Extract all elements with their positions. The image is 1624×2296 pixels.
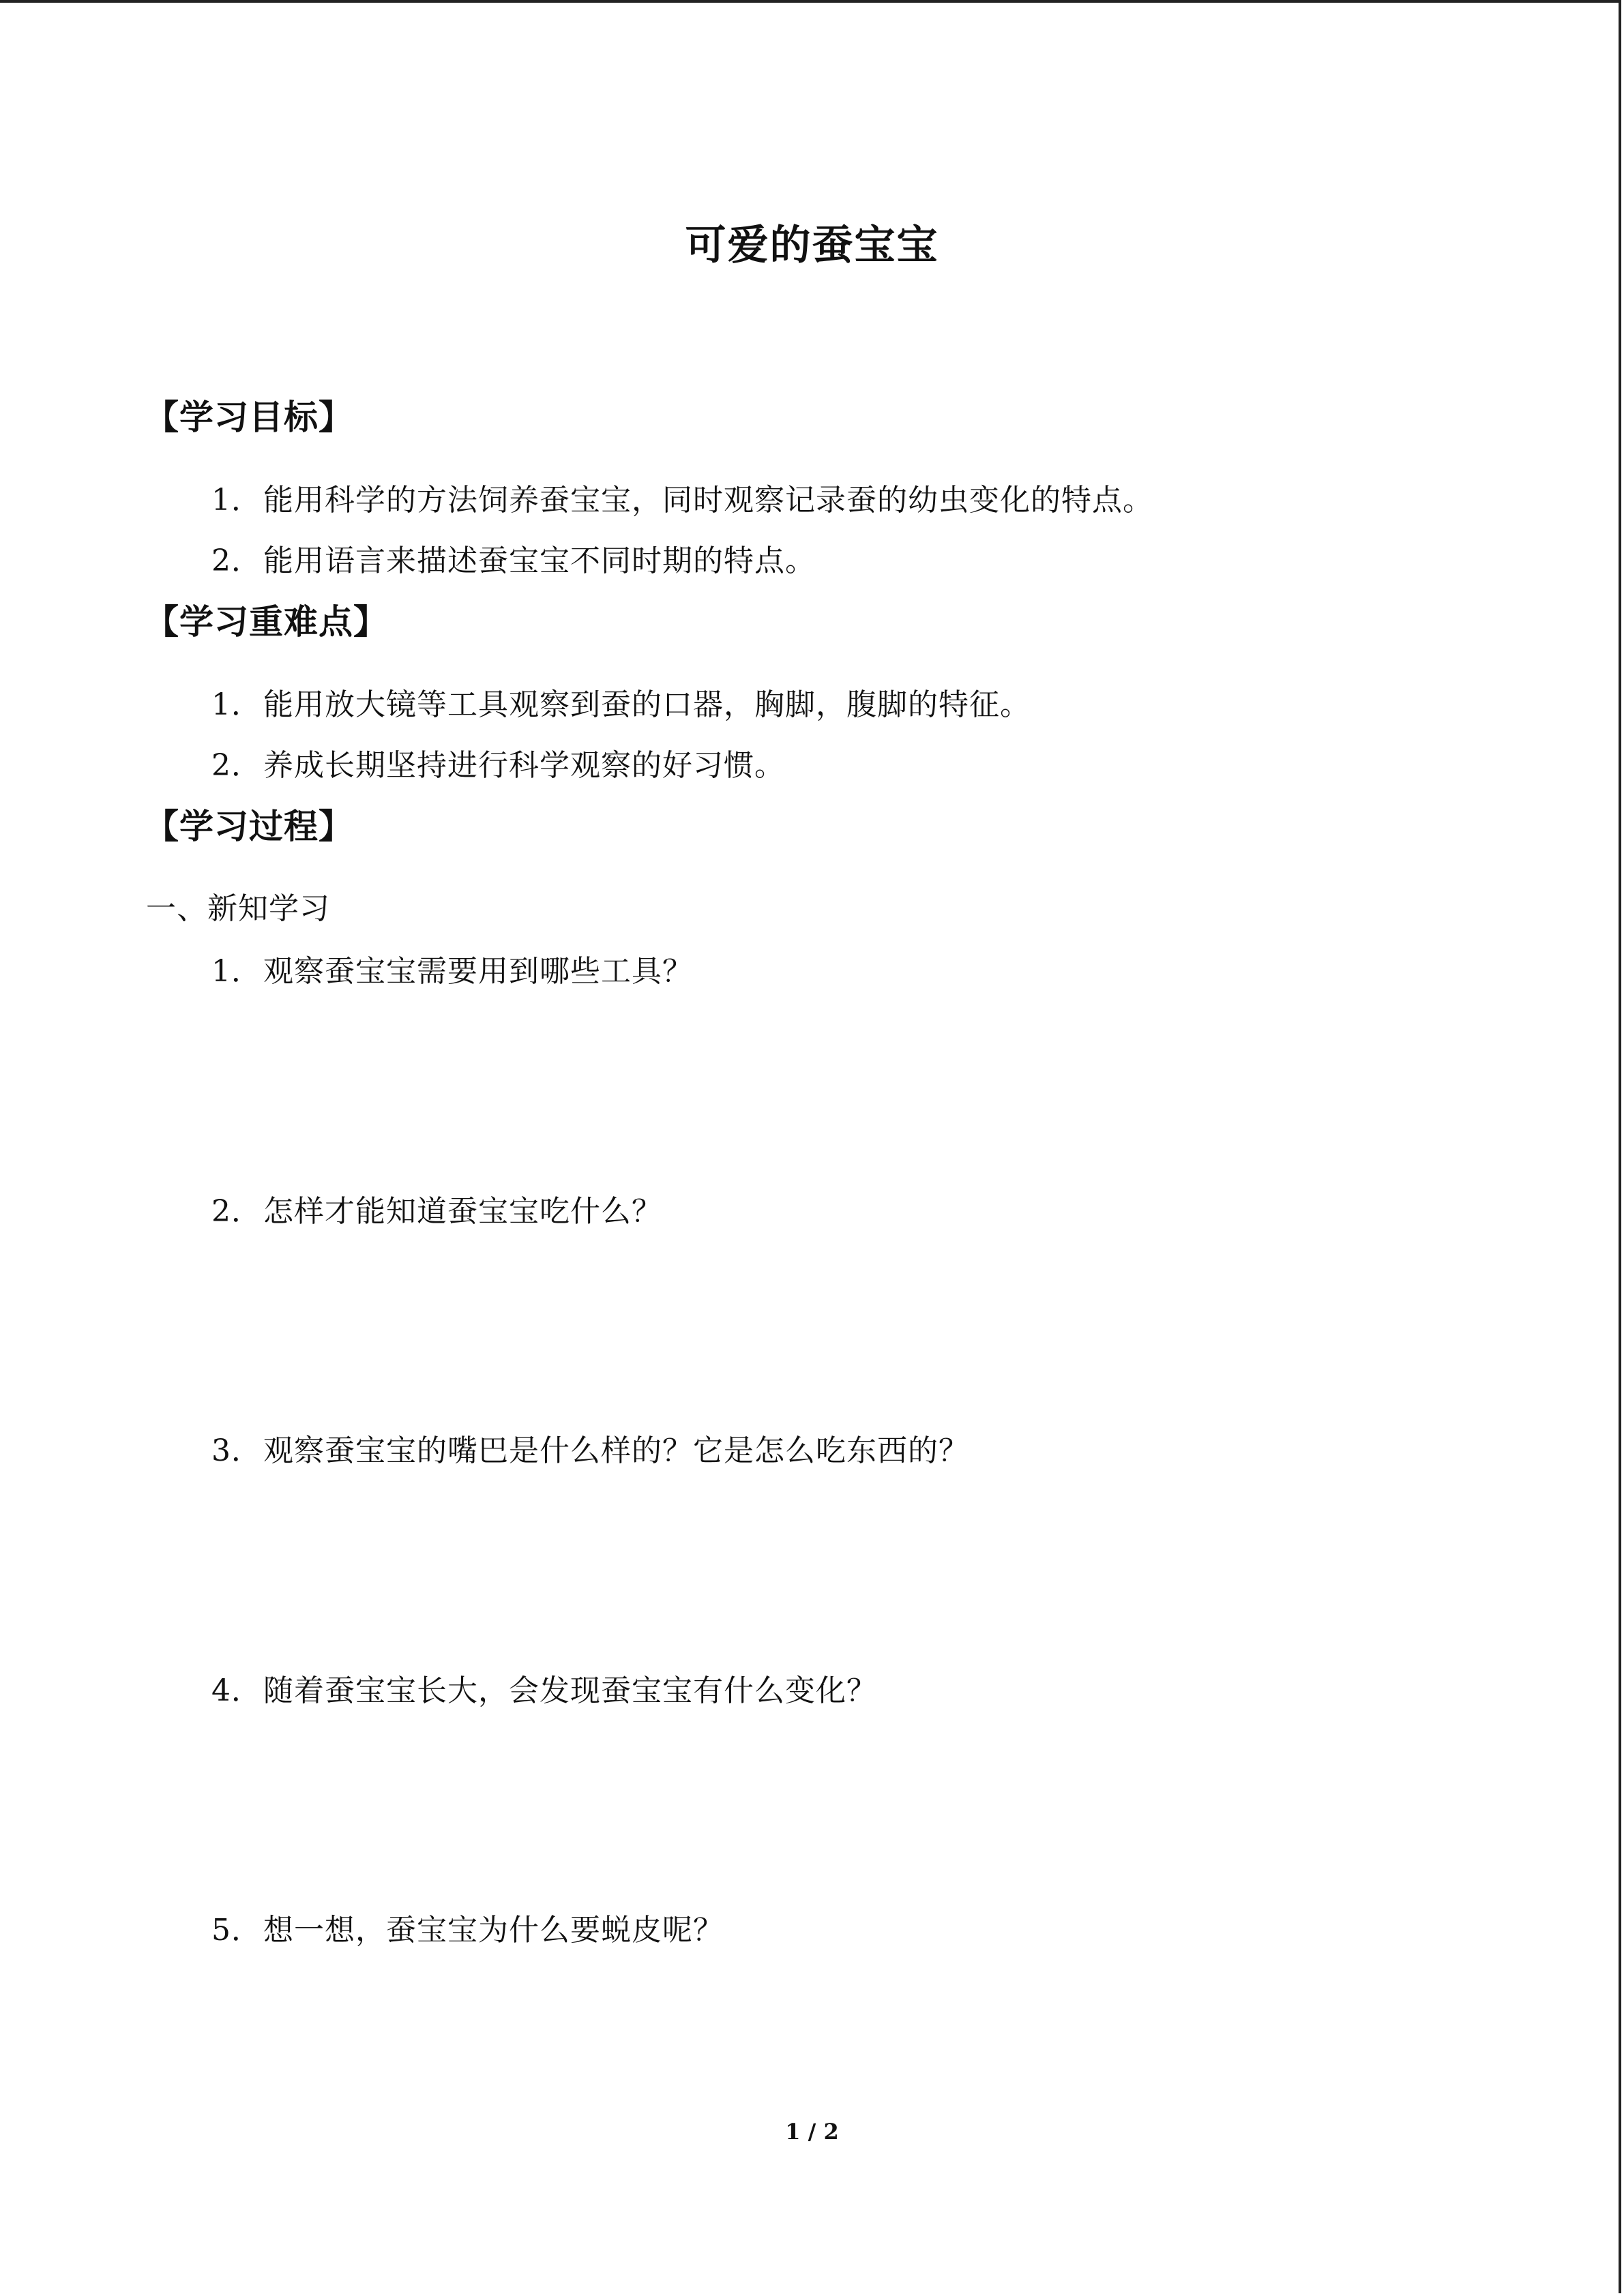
objective-item-2-text: 能用语言来描述蚕宝宝不同时期的特点。 xyxy=(263,543,816,578)
question-4-text: 随着蚕宝宝长大，会发现蚕宝宝有什么变化？ xyxy=(263,1673,877,1708)
key-point-item-2-text: 养成长期坚持进行科学观察的好习惯。 xyxy=(263,748,785,783)
objective-item-1-text: 能用科学的方法饲养蚕宝宝，同时观察记录蚕的幼虫变化的特点。 xyxy=(263,483,1153,518)
question-3 xyxy=(211,1426,969,1470)
objective-item-1 xyxy=(211,475,1153,519)
key-point-item-2-number: 2． xyxy=(211,748,262,783)
key-point-item-1 xyxy=(211,680,1031,724)
question-5-text: 想一想，蚕宝宝为什么要蜕皮呢？ xyxy=(263,1913,724,1948)
question-4-number: 4． xyxy=(211,1673,262,1708)
question-3-text: 观察蚕宝宝的嘴巴是什么样的？它是怎么吃东西的？ xyxy=(263,1433,969,1468)
objectives-heading: 【学习目标】 xyxy=(145,398,353,437)
objective-item-2-number: 2． xyxy=(211,543,262,578)
key-point-item-2 xyxy=(211,741,785,784)
page-number: 1 / 2 xyxy=(785,2119,839,2145)
process-heading: 【学习过程】 xyxy=(145,807,353,846)
objective-item-2 xyxy=(211,536,816,580)
question-2 xyxy=(211,1187,662,1230)
key-point-item-1-number: 1． xyxy=(211,687,262,722)
question-3-number: 3． xyxy=(211,1433,262,1468)
question-1-text: 观察蚕宝宝需要用到哪些工具？ xyxy=(263,954,693,989)
question-5-number: 5． xyxy=(211,1913,262,1948)
question-4 xyxy=(211,1666,877,1710)
key-point-item-1-text: 能用放大镜等工具观察到蚕的口器，胸脚，腹脚的特征。 xyxy=(263,687,1031,722)
objective-item-1-number: 1． xyxy=(211,483,262,518)
question-5 xyxy=(211,1905,724,1949)
new-knowledge-subheading: 一、新知学习 xyxy=(146,891,330,926)
question-2-text: 怎样才能知道蚕宝宝吃什么？ xyxy=(263,1194,662,1229)
question-1 xyxy=(211,946,693,990)
question-1-number: 1． xyxy=(211,954,262,989)
key-points-heading: 【学习重难点】 xyxy=(145,602,388,642)
question-2-number: 2． xyxy=(211,1194,262,1229)
page-title: 可爱的蚕宝宝 xyxy=(685,222,939,269)
